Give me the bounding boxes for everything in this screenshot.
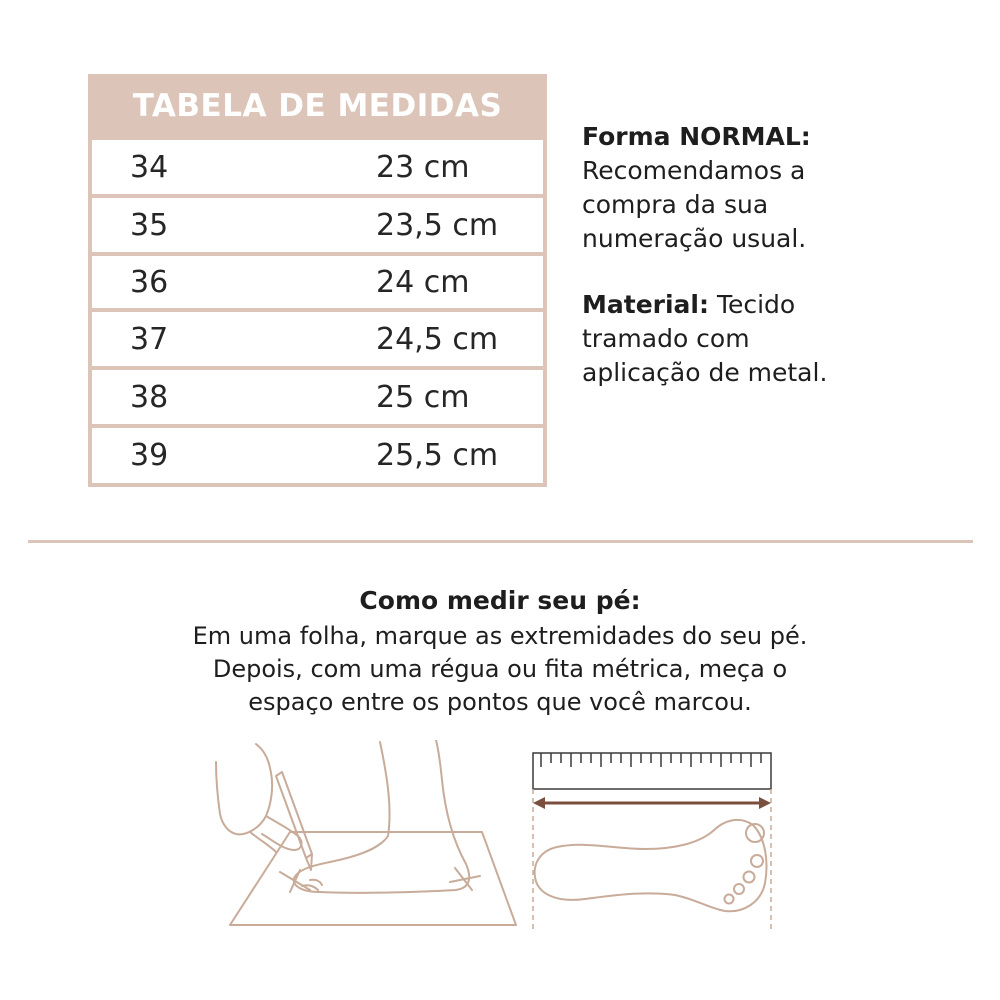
ruler xyxy=(533,753,771,789)
section-divider xyxy=(28,540,973,543)
size-table-header xyxy=(88,74,547,138)
shoe-size: 37 xyxy=(130,321,169,357)
fit-text-line: Recomendamos a xyxy=(582,156,806,185)
material-text-line: tramado com xyxy=(582,324,750,353)
shoe-size: 39 xyxy=(130,438,169,473)
material-info xyxy=(582,288,827,390)
shoe-size: 38 xyxy=(130,379,169,415)
instruction-line: Em uma folha, marque as extremidades do seu pé. xyxy=(192,622,808,650)
material-text: Tecido xyxy=(709,290,796,319)
shoe-size: 34 xyxy=(130,149,169,185)
table-row xyxy=(92,428,543,483)
table-row xyxy=(92,256,543,308)
foot-outline xyxy=(535,820,767,911)
material-label: Material: xyxy=(582,290,709,319)
fit-info xyxy=(582,120,811,256)
shoe-size: 36 xyxy=(130,264,169,300)
instruction-line: Depois, com uma régua ou fita métrica, meça o xyxy=(212,655,788,683)
foot-length: 23 cm xyxy=(376,149,470,185)
foot-length: 25,5 cm xyxy=(376,438,499,473)
size-table-title: TABELA DE MEDIDAS xyxy=(132,88,503,124)
table-row xyxy=(92,370,543,424)
toe-mark xyxy=(280,870,310,892)
foot-length: 25 cm xyxy=(376,379,470,415)
measure-arrow xyxy=(533,797,771,809)
table-row xyxy=(92,198,543,252)
table-row xyxy=(92,140,543,194)
how-to-measure-text xyxy=(0,620,1000,719)
leg-foot-outline xyxy=(294,740,469,893)
foot-length: 23,5 cm xyxy=(376,207,499,243)
foot-marking-illustration xyxy=(210,740,520,930)
foot-length: 24 cm xyxy=(376,264,470,300)
fit-text-line: numeração usual. xyxy=(582,224,807,253)
instruction-line: espaço entre os pontos que você marcou. xyxy=(248,688,752,716)
fit-label: Forma NORMAL: xyxy=(582,122,811,151)
how-to-measure-title: Como medir seu pé: xyxy=(359,586,641,615)
material-text-line: aplicação de metal. xyxy=(582,358,828,387)
fit-text-line: compra da sua xyxy=(582,190,769,219)
size-table xyxy=(88,74,547,487)
hand-outline xyxy=(216,744,272,834)
table-row xyxy=(92,312,543,366)
ruler-measure-illustration xyxy=(525,745,780,935)
paper-sheet xyxy=(230,832,516,925)
foot-length: 24,5 cm xyxy=(376,321,499,357)
material-first-line xyxy=(582,288,827,322)
shoe-size: 35 xyxy=(130,207,169,243)
ruler-ticks xyxy=(541,753,761,767)
